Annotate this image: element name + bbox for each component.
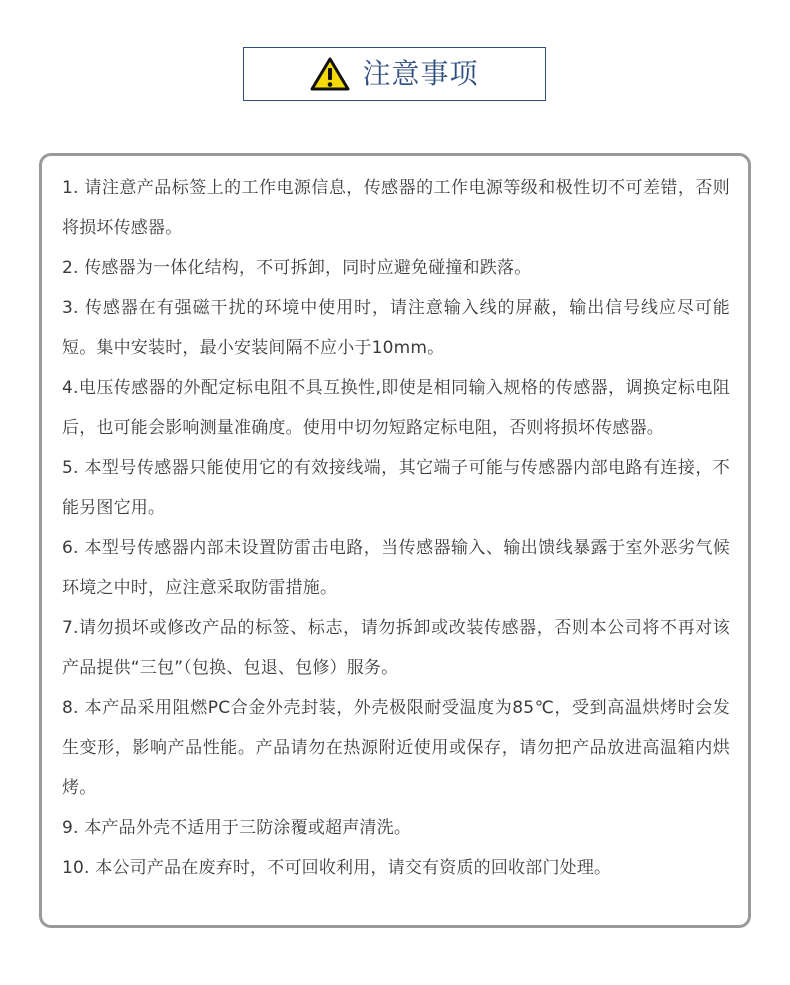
notice-item-5: 5. 本型号传感器只能使用它的有效接线端，其它端子可能与传感器内部电路有连接，不能另图它用。	[62, 458, 730, 518]
page-title: 注意事项	[362, 57, 479, 90]
notice-item-6: 6. 本型号传感器内部未设置防雷击电路，当传感器输入、输出馈线暴露于室外恶劣气候环境之中时，应注意采取防雷措施。	[62, 538, 730, 598]
notice-item-1: 1. 请注意产品标签上的工作电源信息，传感器的工作电源等级和极性切不可差错，否则将损坏传感器。	[62, 178, 730, 238]
notice-item-2: 2. 传感器为一体化结构，不可拆卸，同时应避免碰撞和跌落。	[62, 258, 532, 278]
notice-item-10: 10. 本公司产品在废弃时，不可回收利用，请交有资质的回收部门处理。	[62, 858, 612, 878]
notice-item-9: 9. 本产品外壳不适用于三防涂覆或超声清洗。	[62, 818, 412, 838]
notice-item-4: 4.电压传感器的外配定标电阻不具互换性,即使是相同输入规格的传感器，调换定标电阻后，也可能会影响测量准确度。使用中切勿短路定标电阻，否则将损坏传感器。	[62, 378, 730, 438]
warning-icon	[310, 57, 350, 91]
notice-item-7: 7.请勿损坏或修改产品的标签、标志，请勿拆卸或改装传感器，否则本公司将不再对该产品提供“三包”（包换、包退、包修）服务。	[62, 618, 730, 678]
notice-item-3: 3. 传感器在有强磁干扰的环境中使用时，请注意输入线的屏蔽，输出信号线应尽可能短。集中安装时，最小安装间隔不应小于10mm。	[62, 298, 730, 358]
notice-panel	[39, 153, 751, 928]
notice-item-8: 8. 本产品采用阻燃PC合金外壳封装，外壳极限耐受温度为85℃，受到高温烘烤时会发生变形，影响产品性能。产品请勿在热源附近使用或保存，请勿把产品放进高温箱内烘烤。	[62, 698, 730, 798]
notice-header	[243, 47, 546, 101]
notice-list	[62, 168, 730, 888]
